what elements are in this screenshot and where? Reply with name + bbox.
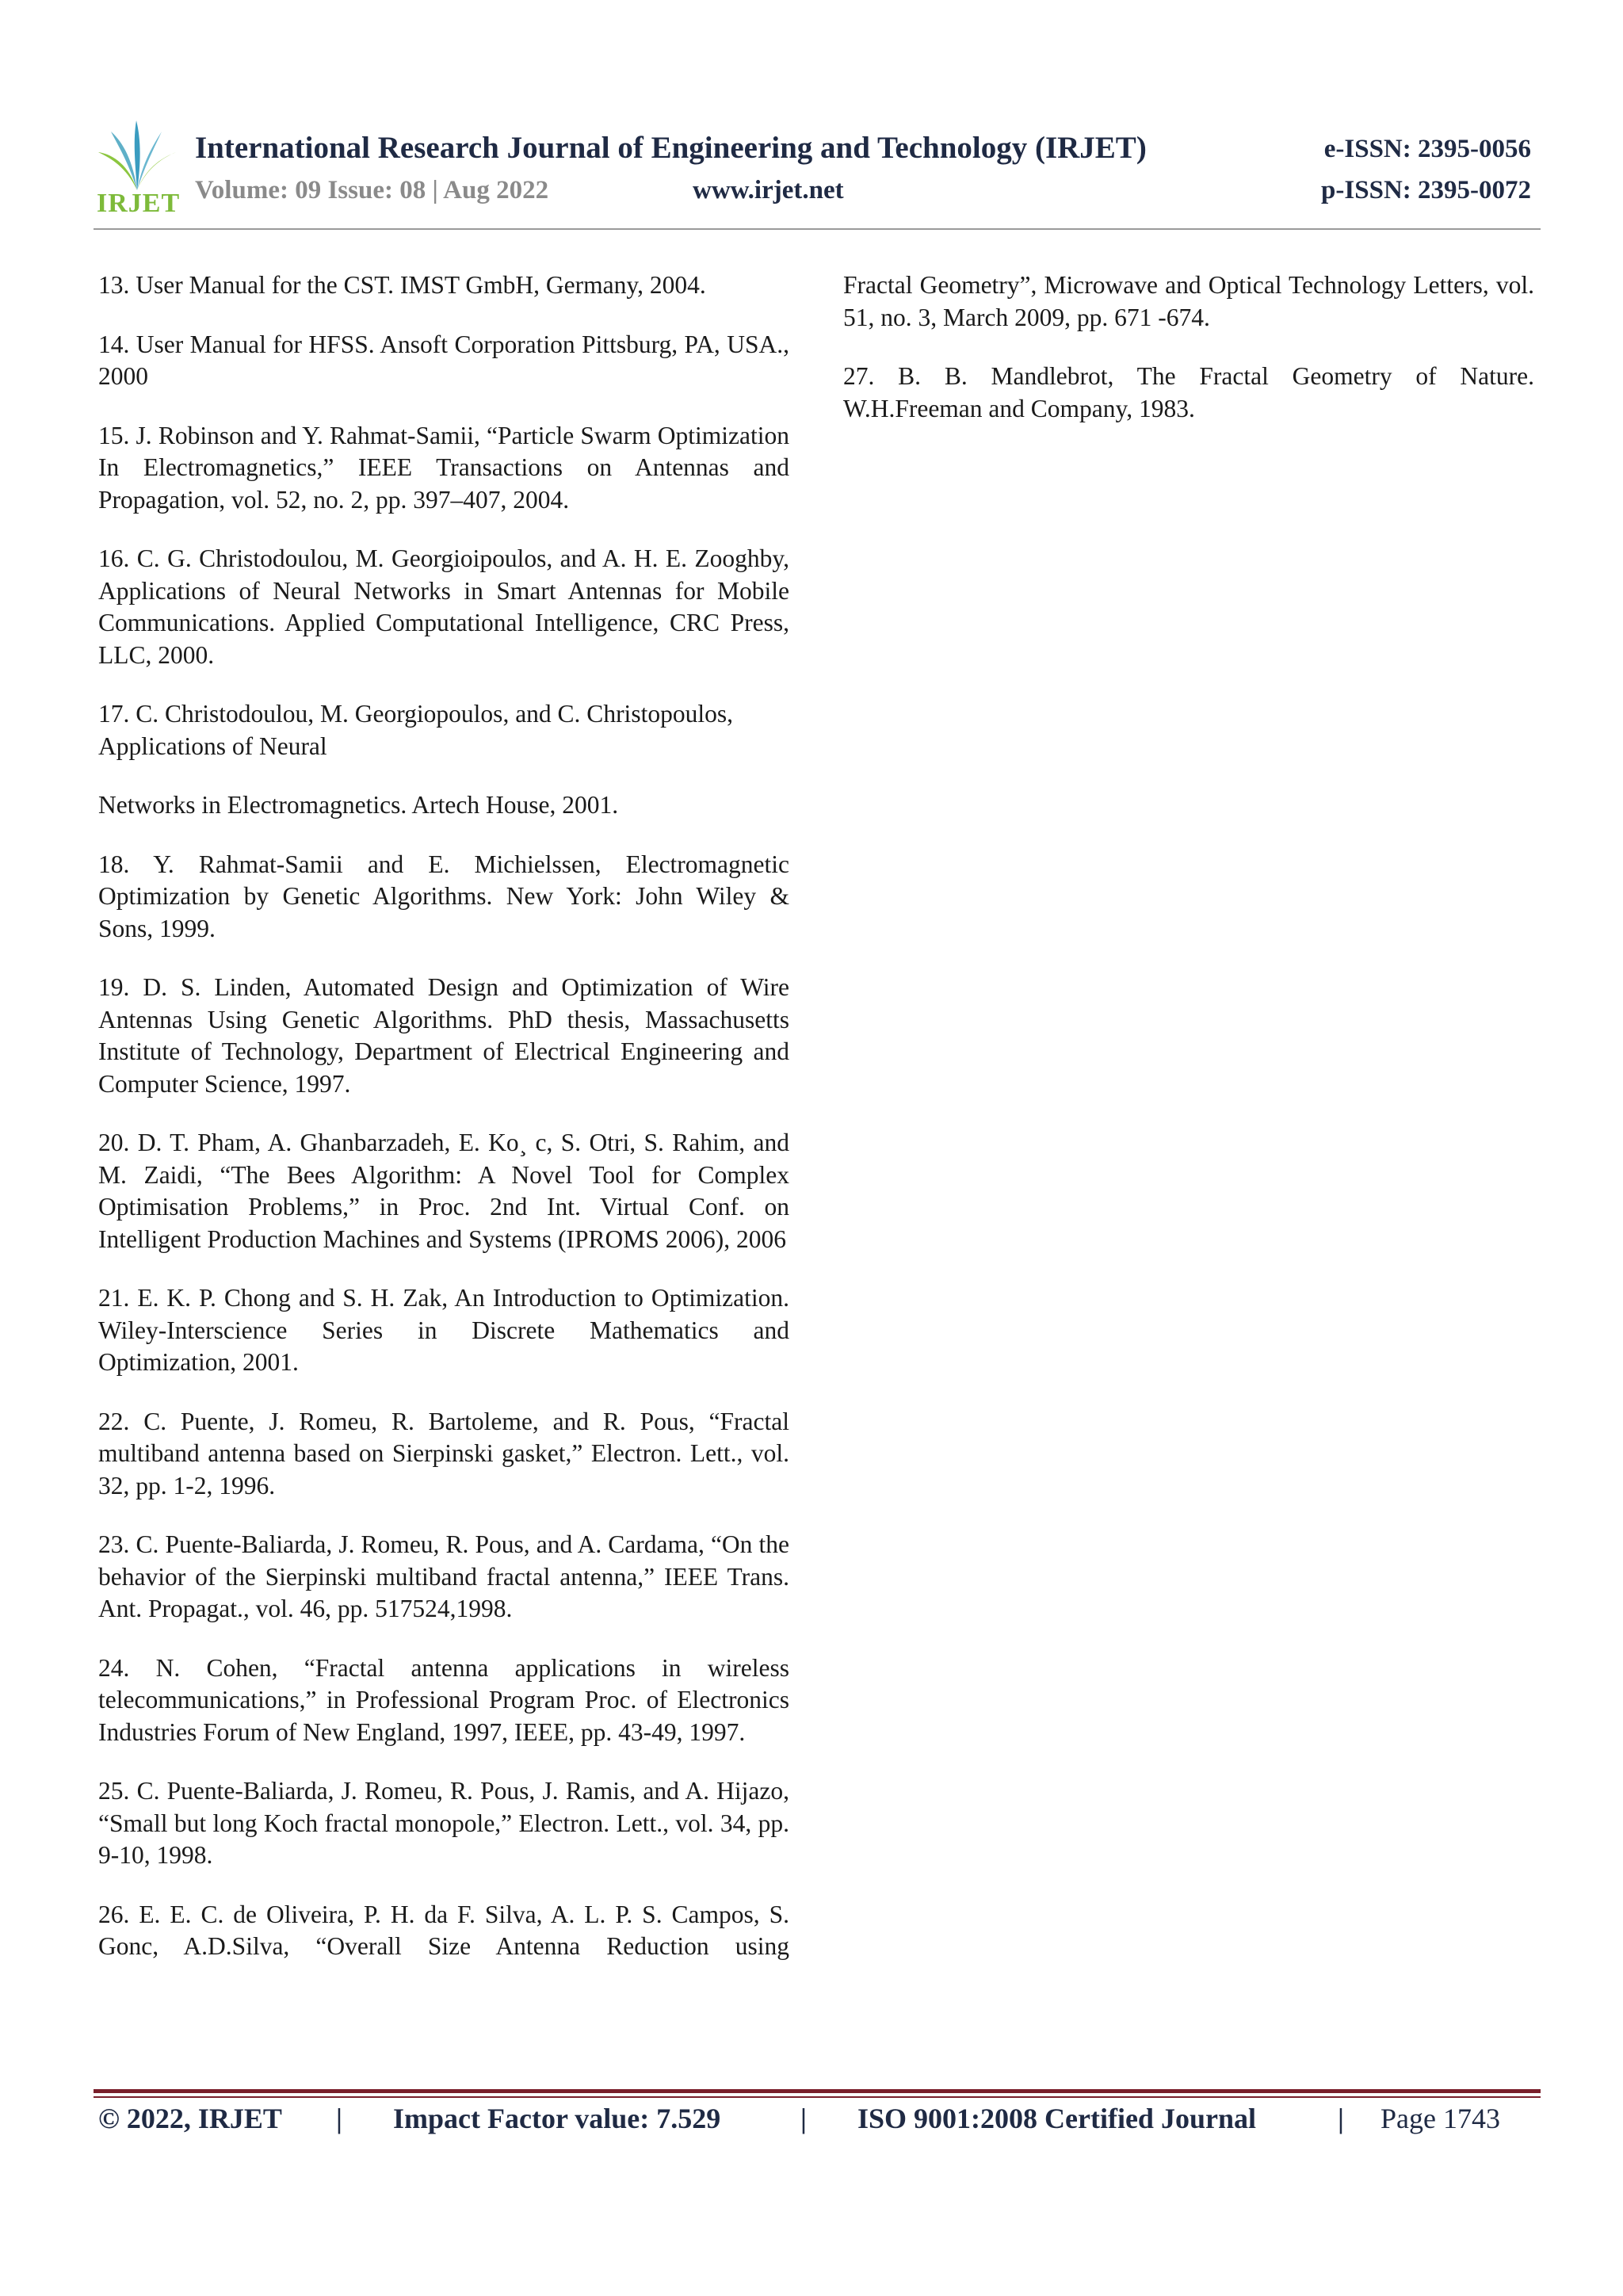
journal-title: International Research Journal of Engineering and Technology (IRJET) (195, 131, 1147, 165)
reference-item: 20. D. T. Pham, A. Ghanbarzadeh, E. Ko¸ c, S. Otri, S. Rahim, and M. Zaidi, “The Bees Algorithm: A Novel Tool for Complex Optimisation Problems,” in Proc. 2nd Int. Virtual Conf. on Intelligent Production Machines and Systems (IPROMS 2006), 2006 (98, 1129, 789, 1253)
reference-item: 13. User Manual for the CST. IMST GmbH, Germany, 2004. (98, 271, 706, 299)
footer-impact-factor: Impact Factor value: 7.529 (393, 2103, 721, 2134)
reference-item: 16. C. G. Christodoulou, M. Georgioipoulos, and A. H. E. Zooghby, Applications of Neural Networks in Smart Antennas for Mobile Communications. Applied Computational Intelligence, CRC Press, LLC, 2000. (98, 544, 789, 669)
reference-item: Networks in Electromagnetics. Artech House, 2001. (98, 791, 619, 819)
leaf-logo-icon (94, 117, 181, 197)
page-footer (98, 2102, 1541, 2149)
e-issn: e-ISSN: 2395-0056 (1323, 135, 1531, 163)
reference-item: 21. E. K. P. Chong and S. H. Zak, An Introduction to Optimization. Wiley-Interscience Series in Discrete Mathematics and Optimization, 2001. (98, 1284, 789, 1376)
reference-item: Fractal Geometry”, Microwave and Optical Technology Letters, vol. 51, no. 3, March 2009, pp. 671 -674. (843, 271, 1534, 331)
logo-text: IRJET (97, 189, 181, 218)
reference-item: 24. N. Cohen, “Fractal antenna applications in wireless telecommunications,” in Professional Program Proc. of Electronics Industries Forum of New England, 1997, IEEE, pp. 43-49, 1997. (98, 1653, 789, 1746)
irjet-logo (94, 117, 181, 220)
left-column (98, 269, 789, 1990)
header-divider (94, 228, 1541, 230)
footer-separator: | (336, 2103, 342, 2134)
website-link[interactable]: www.irjet.net (693, 176, 844, 204)
reference-item: 15. J. Robinson and Y. Rahmat-Samii, “Particle Swarm Optimization In Electromagnetics,” IEEE Transactions on Antennas and Propagation, vol. 52, no. 2, pp. 397–407, 2004. (98, 421, 789, 514)
reference-item: 14. User Manual for HFSS. Ansoft Corporation Pittsburg, PA, USA., 2000 (98, 330, 789, 390)
reference-item: 17. C. Christodoulou, M. Georgiopoulos, and C. Christopoulos, Applications of Neural (98, 700, 733, 760)
reference-item: 27. B. B. Mandlebrot, The Fractal Geometry of Nature. W.H.Freeman and Company, 1983. (843, 362, 1534, 422)
footer-iso: ISO 9001:2008 Certified Journal (857, 2103, 1256, 2134)
reference-item: 22. C. Puente, J. Romeu, R. Bartoleme, and R. Pous, “Fractal multiband antenna based on Sierpinski gasket,” Electron. Lett., vol. 32, pp. 1-2, 1996. (98, 1407, 789, 1499)
footer-page-number: Page 1743 (1381, 2103, 1500, 2134)
footer-separator: | (1338, 2103, 1344, 2134)
reference-item: 23. C. Puente-Baliarda, J. Romeu, R. Pous, and A. Cardama, “On the behavior of the Sierpinski multiband fractal antenna,” IEEE Trans. Ant. Propagat., vol. 46, pp. 517524,1998. (98, 1530, 789, 1622)
reference-item: 26. E. E. C. de Oliveira, P. H. da F. Silva, A. L. P. S. Campos, S. Gonc, A.D.Silva, “Overall Size Antenna Reduction using (98, 1900, 789, 1960)
reference-item: 25. C. Puente-Baliarda, J. Romeu, R. Pous, J. Ramis, and A. Hijazo, “Small but long Koch fractal monopole,” Electron. Lett., vol. 34, pp. 9-10, 1998. (98, 1777, 789, 1869)
page-header (94, 111, 1541, 230)
right-column (843, 269, 1534, 452)
footer-separator: | (800, 2103, 807, 2134)
footer-copyright: © 2022, IRJET (98, 2103, 282, 2134)
reference-item: 19. D. S. Linden, Automated Design and Optimization of Wire Antennas Using Genetic Algorithms. PhD thesis, Massachusetts Institute of Technology, Department of Electrical Engineering and Computer Science, 1997. (98, 973, 789, 1098)
p-issn: p-ISSN: 2395-0072 (1321, 176, 1531, 204)
volume-issue: Volume: 09 Issue: 08 | Aug 2022 (195, 176, 549, 204)
reference-item: 18. Y. Rahmat-Samii and E. Michielssen, Electromagnetic Optimization by Genetic Algorithms. New York: John Wiley & Sons, 1999. (98, 850, 789, 942)
footer-divider-thick (94, 2089, 1541, 2093)
footer-divider-thin (94, 2096, 1541, 2098)
